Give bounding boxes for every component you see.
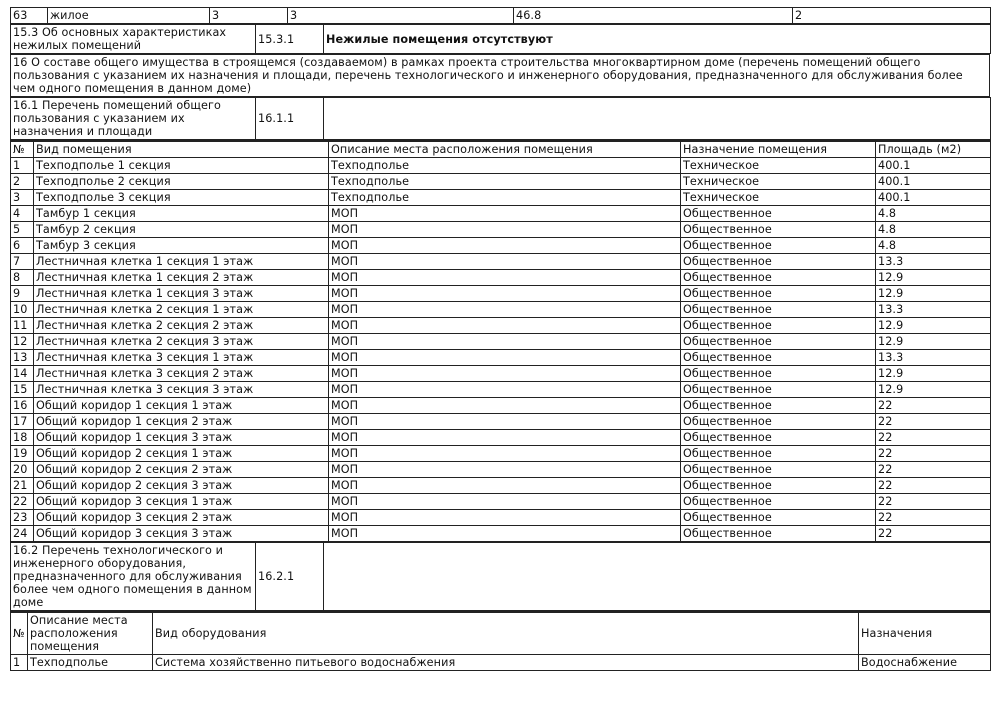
room-number: 9 [11, 286, 34, 302]
eq-header-equipment-type: Вид оборудования [153, 612, 859, 655]
room-type: Тамбур 2 секция [34, 222, 329, 238]
header-room-type: Вид помещения [34, 141, 329, 158]
room-location: МОП [329, 206, 681, 222]
room-type: Лестничная клетка 1 секция 3 этаж [34, 286, 329, 302]
room-area: 12.9 [876, 270, 991, 286]
room-purpose: Общественное [681, 206, 876, 222]
room-area: 22 [876, 414, 991, 430]
room-purpose: Техническое [681, 158, 876, 174]
table-row [11, 270, 991, 286]
room-type: Лестничная клетка 2 секция 2 этаж [34, 318, 329, 334]
room-purpose: Общественное [681, 318, 876, 334]
table-row [11, 25, 991, 54]
room-type: Тамбур 1 секция [34, 206, 329, 222]
common-rooms-table [10, 140, 991, 542]
rooms-table-body [11, 158, 991, 542]
table-row [11, 366, 991, 382]
room-number: 5 [11, 222, 34, 238]
room-number: 17 [11, 414, 34, 430]
room-number: 3 [11, 190, 34, 206]
table-row [11, 462, 991, 478]
eq-header-number: № [11, 612, 28, 655]
room-location: МОП [329, 286, 681, 302]
apartment-area: 46.8 [514, 8, 793, 24]
room-area: 13.3 [876, 302, 991, 318]
table-row [11, 174, 991, 190]
table-row [11, 430, 991, 446]
room-location: МОП [329, 302, 681, 318]
room-location: Техподполье [329, 190, 681, 206]
room-location: Техподполье [329, 174, 681, 190]
table-row [11, 350, 991, 366]
table-row [11, 414, 991, 430]
section-15-3-title: 15.3 Об основных характеристиках нежилых помещений [11, 25, 256, 54]
room-number: 12 [11, 334, 34, 350]
section-16-2-table [10, 542, 991, 611]
table-row [11, 655, 991, 671]
room-area: 12.9 [876, 334, 991, 350]
header-area: Площадь (м2) [876, 141, 991, 158]
room-number: 7 [11, 254, 34, 270]
room-location: МОП [329, 462, 681, 478]
room-area: 4.8 [876, 206, 991, 222]
room-purpose: Общественное [681, 302, 876, 318]
table-row [11, 190, 991, 206]
table-row [11, 494, 991, 510]
eq-header-purpose: Назначения [859, 612, 991, 655]
room-number: 21 [11, 478, 34, 494]
room-purpose: Общественное [681, 398, 876, 414]
table-row [11, 478, 991, 494]
room-location: МОП [329, 494, 681, 510]
room-number: 15 [11, 382, 34, 398]
section-16-1-title: 16.1 Перечень помещений общего пользования с указанием их назначения и площади [11, 98, 256, 140]
room-number: 6 [11, 238, 34, 254]
room-location: Техподполье [329, 158, 681, 174]
room-number: 23 [11, 510, 34, 526]
room-number: 20 [11, 462, 34, 478]
room-number: 1 [11, 158, 34, 174]
table-row [11, 543, 991, 611]
room-area: 12.9 [876, 286, 991, 302]
room-area: 4.8 [876, 238, 991, 254]
room-location: МОП [329, 366, 681, 382]
table-row [11, 286, 991, 302]
room-purpose: Общественное [681, 270, 876, 286]
equipment-table [10, 611, 991, 671]
room-location: МОП [329, 430, 681, 446]
room-area: 13.3 [876, 254, 991, 270]
room-number: 14 [11, 366, 34, 382]
room-location: МОП [329, 318, 681, 334]
room-location: МОП [329, 526, 681, 542]
room-purpose: Общественное [681, 238, 876, 254]
room-area: 12.9 [876, 318, 991, 334]
table-row [11, 382, 991, 398]
room-type: Техподполье 2 секция [34, 174, 329, 190]
room-area: 22 [876, 510, 991, 526]
table-row [11, 206, 991, 222]
room-number: 24 [11, 526, 34, 542]
room-type: Общий коридор 1 секция 1 этаж [34, 398, 329, 414]
room-number: 10 [11, 302, 34, 318]
table-row [11, 254, 991, 270]
room-number: 16 [11, 398, 34, 414]
room-purpose: Общественное [681, 462, 876, 478]
room-type: Общий коридор 3 секция 3 этаж [34, 526, 329, 542]
room-area: 400.1 [876, 190, 991, 206]
table-header-row [11, 612, 991, 655]
room-location: МОП [329, 510, 681, 526]
room-number: 4 [11, 206, 34, 222]
room-location: МОП [329, 398, 681, 414]
room-purpose: Общественное [681, 254, 876, 270]
room-number: 8 [11, 270, 34, 286]
room-purpose: Общественное [681, 510, 876, 526]
room-area: 22 [876, 526, 991, 542]
table-row [11, 98, 991, 140]
room-purpose: Техническое [681, 174, 876, 190]
room-area: 22 [876, 462, 991, 478]
room-number: 19 [11, 446, 34, 462]
table-row [11, 55, 990, 97]
room-type: Техподполье 1 секция [34, 158, 329, 174]
section-16-text: 16 О составе общего имущества в строящемся (создаваемом) в рамках проекта строительства многоквартирном доме (перечень помещений общего пользования с указанием их назначения и площади, перечень технологического и инженерного оборудования, предназначенного для обслуживания более чем одного помещения в данном доме) [11, 55, 990, 97]
table-row [11, 510, 991, 526]
room-type: Общий коридор 3 секция 1 этаж [34, 494, 329, 510]
room-purpose: Общественное [681, 350, 876, 366]
room-purpose: Общественное [681, 382, 876, 398]
room-type: Лестничная клетка 1 секция 2 этаж [34, 270, 329, 286]
room-purpose: Общественное [681, 478, 876, 494]
table-row [11, 334, 991, 350]
apartment-row-table [10, 7, 991, 24]
room-area: 22 [876, 446, 991, 462]
room-type: Техподполье 3 секция [34, 190, 329, 206]
section-16-2-title: 16.2 Перечень технологического и инженерного оборудования, предназначенного для обслуживания более чем одного помещения в данном доме [11, 543, 256, 611]
room-area: 400.1 [876, 158, 991, 174]
room-type: Лестничная клетка 2 секция 1 этаж [34, 302, 329, 318]
room-location: МОП [329, 478, 681, 494]
eq-type: Система хозяйственно питьевого водоснабжения [153, 655, 859, 671]
room-purpose: Общественное [681, 526, 876, 542]
apartment-section: 3 [288, 8, 514, 24]
apartment-number: 63 [11, 8, 48, 24]
room-location: МОП [329, 382, 681, 398]
room-type: Лестничная клетка 3 секция 1 этаж [34, 350, 329, 366]
room-area: 12.9 [876, 382, 991, 398]
room-type: Лестничная клетка 1 секция 1 этаж [34, 254, 329, 270]
room-number: 22 [11, 494, 34, 510]
room-type: Общий коридор 3 секция 2 этаж [34, 510, 329, 526]
section-16-1-value [324, 98, 991, 140]
room-location: МОП [329, 222, 681, 238]
table-row [11, 222, 991, 238]
room-purpose: Общественное [681, 446, 876, 462]
apartment-type: жилое [48, 8, 210, 24]
room-location: МОП [329, 270, 681, 286]
room-purpose: Общественное [681, 494, 876, 510]
section-15-3-value: Нежилые помещения отсутствуют [324, 25, 991, 54]
room-type: Общий коридор 1 секция 2 этаж [34, 414, 329, 430]
room-location: МОП [329, 334, 681, 350]
room-location: МОП [329, 254, 681, 270]
room-type: Лестничная клетка 3 секция 2 этаж [34, 366, 329, 382]
apartment-floor: 3 [210, 8, 288, 24]
room-type: Общий коридор 2 секция 2 этаж [34, 462, 329, 478]
room-location: МОП [329, 414, 681, 430]
table-header-row [11, 141, 991, 158]
eq-location: Техподполье [28, 655, 153, 671]
eq-purpose: Водоснабжение [859, 655, 991, 671]
table-row [11, 238, 991, 254]
room-number: 2 [11, 174, 34, 190]
room-number: 18 [11, 430, 34, 446]
header-location: Описание места расположения помещения [329, 141, 681, 158]
room-area: 22 [876, 478, 991, 494]
table-row [11, 158, 991, 174]
table-row [11, 398, 991, 414]
table-row [11, 526, 991, 542]
room-purpose: Общественное [681, 430, 876, 446]
table-row [11, 318, 991, 334]
eq-number: 1 [11, 655, 28, 671]
header-number: № [11, 141, 34, 158]
room-type: Общий коридор 2 секция 3 этаж [34, 478, 329, 494]
table-row [11, 8, 991, 24]
section-16-1-code: 16.1.1 [256, 98, 324, 140]
room-area: 22 [876, 430, 991, 446]
room-purpose: Общественное [681, 222, 876, 238]
room-number: 11 [11, 318, 34, 334]
room-area: 4.8 [876, 222, 991, 238]
room-location: МОП [329, 446, 681, 462]
room-number: 13 [11, 350, 34, 366]
room-purpose: Общественное [681, 334, 876, 350]
room-type: Лестничная клетка 2 секция 3 этаж [34, 334, 329, 350]
section-16-2-code: 16.2.1 [256, 543, 324, 611]
document-page [10, 7, 990, 671]
room-type: Тамбур 3 секция [34, 238, 329, 254]
room-purpose: Общественное [681, 286, 876, 302]
room-area: 13.3 [876, 350, 991, 366]
table-row [11, 302, 991, 318]
room-area: 22 [876, 494, 991, 510]
room-type: Лестничная клетка 3 секция 3 этаж [34, 382, 329, 398]
room-area: 400.1 [876, 174, 991, 190]
section-15-3-code: 15.3.1 [256, 25, 324, 54]
room-location: МОП [329, 350, 681, 366]
apartment-rooms: 2 [793, 8, 991, 24]
section-16-table [10, 54, 990, 97]
room-purpose: Общественное [681, 414, 876, 430]
room-purpose: Общественное [681, 366, 876, 382]
section-15-3-table [10, 24, 991, 54]
room-area: 12.9 [876, 366, 991, 382]
header-purpose: Назначение помещения [681, 141, 876, 158]
room-purpose: Техническое [681, 190, 876, 206]
eq-header-location: Описание места расположения помещения [28, 612, 153, 655]
room-area: 22 [876, 398, 991, 414]
room-type: Общий коридор 2 секция 1 этаж [34, 446, 329, 462]
section-16-2-value [324, 543, 991, 611]
section-16-1-table [10, 97, 991, 140]
table-row [11, 446, 991, 462]
room-type: Общий коридор 1 секция 3 этаж [34, 430, 329, 446]
room-location: МОП [329, 238, 681, 254]
